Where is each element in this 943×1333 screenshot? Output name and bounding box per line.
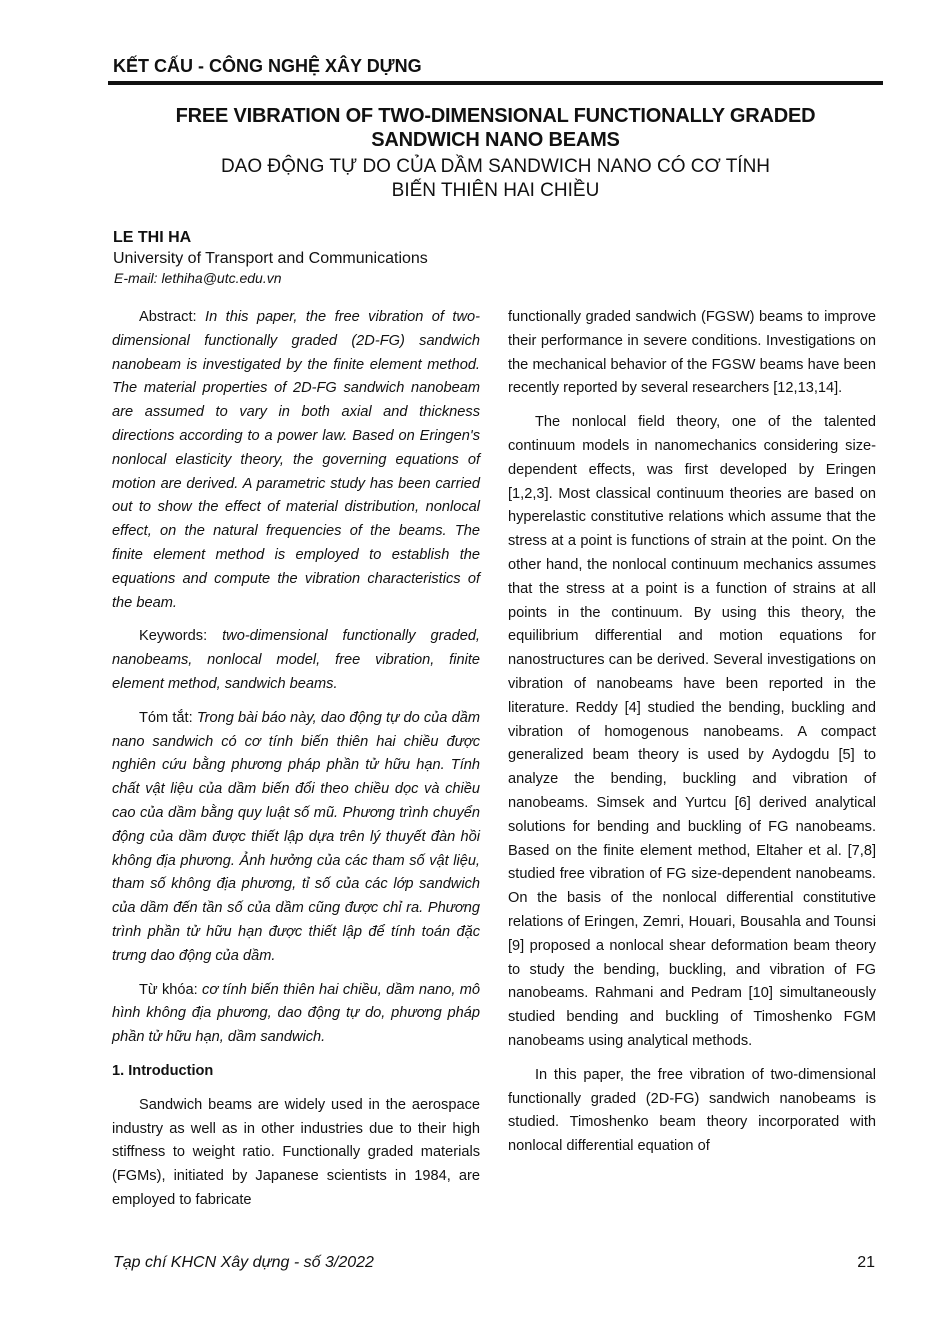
title-english-line-2: SANDWICH NANO BEAMS [371,129,620,151]
tom-tat-label: Tóm tắt: [139,709,193,726]
intro-paragraph-1: Sandwich beams are widely used in the aerospace industry as well as in other industries due to their high stiffness to weight ratio. Functionally graded materials (FGMs), initiated by Japanese scientists in 1984, are employed to fabricate [112,1096,480,1208]
title-vietnamese-line-1: DAO ĐỘNG TỰ DO CỦA DẦM SANDWICH NANO CÓ CƠ TÍNH [220,156,771,177]
running-head: KẾT CẤU - CÔNG NGHỆ XÂY DỰNG [113,56,422,76]
section-heading-introduction: 1. Introduction [112,1062,214,1079]
header-rule [108,81,883,85]
intro-paragraph-2: The nonlocal field theory, one of the talented continuum models in nanomechanics considering size-dependent effects, was first developed by Eringen [1,2,3]. Most classical continuum theories are based on hyperelastic constitutive relations which assume that the stress at a point is functions of strain at the point. On the other hand, the nonlocal continuum mechanics assumes that the stress at a point is a function of strains at all points in the continuum. By using this theory, the equilibrium differential and motion equations for nanostructures can be derived. Several investigations on vibration of nanobeams have been reported in the literature. Reddy [4] studied the bending, buckling and vibration of homogenous nanobeams. A compact generalized beam theory is used by Aydogdu [5] to analyze the bending, buckling and vibration of nanobeams. Simsek and Yurtcu [6] derived analytical solutions for bending and buckling of FG nanobeams. Based on the finite element method, Eltaher et al. [7,8] studied free vibration of FG size-dependent nanobeams. On the basis of the nonlocal differential constitutive relations of Eringen, Zemri, Houari, Bousahla and Tounsi [9] proposed a nonlocal shear deformation beam theory to study the bending, buckling, and vibration of FG nanobeams. Rahmani and Pedram [10] simultaneously studied bending and buckling of Timoshenko FGM nanobeams using analytical methods. [508,414,876,1049]
keywords-label: Keywords: [139,628,208,645]
author-name: LE THI HA [113,229,192,246]
author-affiliation: University of Transport and Communications [113,250,428,267]
title-english-line-1: FREE VIBRATION OF TWO-DIMENSIONAL FUNCTIONALLY GRADED [175,105,816,127]
author-email: E-mail: lethiha@utc.edu.vn [114,270,282,286]
intro-paragraph-1-continued: functionally graded sandwich (FGSW) beams to improve their performance in severe conditions. Investigations on the mechanical behavior of the FGSW beams have been recently reported by several researchers [12,13,14]. [508,309,876,397]
keywords-text: two-dimensional functionally graded, nanobeams, nonlocal model, free vibration, finite element method, sandwich beams. [112,628,480,692]
tu-khoa-label: Từ khóa: [139,981,198,998]
title-block [108,104,883,203]
tom-tat-text: Trong bài báo này, dao động tự do của dầm nano sandwich có cơ tính biến thiên hai chiều được nghiên cứu bằng phương pháp phần tử hữu hạn. Tính chất vật liệu của dầm biến đổi theo chiều dọc và chiều cao của dầm bằng quy luật số mũ. Phương trình chuyển động của dầm được thiết lập dựa trên lý thuyết đàn hồi không địa phương. Ảnh hưởng của các tham số vật liệu, tham số không địa phương, tỉ số của các lớp sandwich của dầm đến tần số của dầm cũng được chỉ ra. Phương trình phần tử hữu hạn được thiết lập để tính toán đặc trưng dao động của dầm. [112,709,480,964]
keywords-paragraph [112,625,480,696]
abstract-label: Abstract: [139,309,197,325]
footer-page-number: 21 [857,1254,875,1271]
tu-khoa-paragraph [112,979,480,1050]
title-vietnamese-line-2: BIẾN THIÊN HAI CHIỀU [391,180,600,201]
tu-khoa-text: cơ tính biến thiên hai chiều, dầm nano, mô hình không địa phương, dao động tự do, phương pháp phần tử hữu hạn, dầm sandwich. [112,981,480,1046]
abstract-text: In this paper, the free vibration of two-dimensional functionally graded (2D-FG) sandwich nanobeam is investigated by the finite element method. The material properties of 2D-FG sandwich nanobeam are assumed to vary in both axial and thickness directions according to a power law. Based on Eringen's nonlocal elasticity theory, the governing equations of motion are derived. A parametric study has been carried out to show the effect of material distribution, nonlocal effect, on the natural frequencies of the beams. The finite element method is employed to establish the equations and compute the vibration characteristics of the beam. [112,309,480,611]
author-block [113,228,428,287]
left-column [112,306,480,1223]
intro-paragraph-3: In this paper, the free vibration of two-dimensional functionally graded (2D-FG) sandwich nanobeams is studied. Timoshenko beam theory incorporated with nonlocal differential equation of [508,1066,876,1155]
abstract-paragraph [112,306,480,615]
right-column [508,306,876,1169]
footer-journal: Tạp chí KHCN Xây dựng - số 3/2022 [113,1254,374,1271]
tom-tat-paragraph [112,707,480,969]
